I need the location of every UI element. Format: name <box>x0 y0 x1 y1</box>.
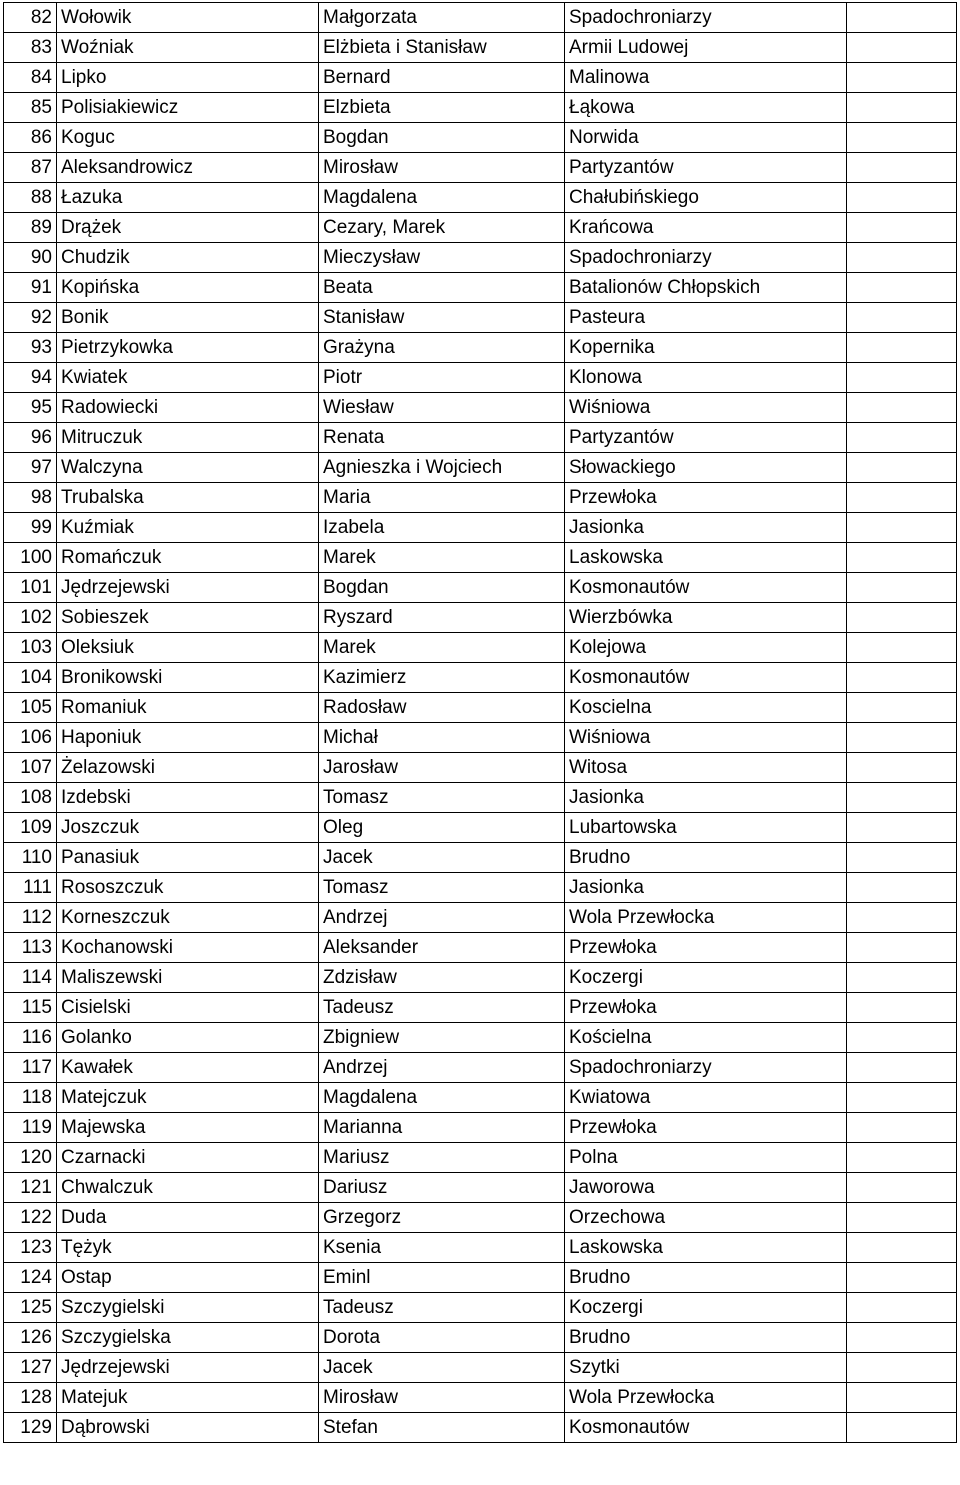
row-number-cell: 112 <box>4 903 57 933</box>
row-number-cell: 86 <box>4 123 57 153</box>
street-cell: Spadochroniarzy <box>565 1053 847 1083</box>
first-name-cell: Tomasz <box>319 783 565 813</box>
surname-cell: Tężyk <box>57 1233 319 1263</box>
row-number-cell: 96 <box>4 423 57 453</box>
table-row <box>4 903 957 933</box>
empty-cell <box>847 663 957 693</box>
surname-cell: Romańczuk <box>57 543 319 573</box>
empty-cell <box>847 1263 957 1293</box>
row-number-cell: 97 <box>4 453 57 483</box>
street-cell: Koscielna <box>565 693 847 723</box>
first-name-cell: Radosław <box>319 693 565 723</box>
first-name-cell: Dorota <box>319 1323 565 1353</box>
street-cell: Wierzbówka <box>565 603 847 633</box>
street-cell: Jasionka <box>565 873 847 903</box>
first-name-cell: Izabela <box>319 513 565 543</box>
first-name-cell: Marek <box>319 543 565 573</box>
row-number-cell: 125 <box>4 1293 57 1323</box>
first-name-cell: Stefan <box>319 1413 565 1443</box>
street-cell: Przewłoka <box>565 933 847 963</box>
row-number-cell: 127 <box>4 1353 57 1383</box>
row-number-cell: 118 <box>4 1083 57 1113</box>
surname-cell: Kopińska <box>57 273 319 303</box>
empty-cell <box>847 63 957 93</box>
table-row <box>4 1083 957 1113</box>
row-number-cell: 109 <box>4 813 57 843</box>
surname-cell: Wołowik <box>57 3 319 33</box>
empty-cell <box>847 33 957 63</box>
street-cell: Orzechowa <box>565 1203 847 1233</box>
surname-cell: Koguc <box>57 123 319 153</box>
row-number-cell: 92 <box>4 303 57 333</box>
surname-cell: Chudzik <box>57 243 319 273</box>
surname-cell: Kwiatek <box>57 363 319 393</box>
street-cell: Lubartowska <box>565 813 847 843</box>
surname-cell: Czarnacki <box>57 1143 319 1173</box>
street-cell: Wiśniowa <box>565 723 847 753</box>
row-number-cell: 105 <box>4 693 57 723</box>
surname-cell: Bonik <box>57 303 319 333</box>
empty-cell <box>847 1413 957 1443</box>
street-cell: Kopernika <box>565 333 847 363</box>
table-row <box>4 663 957 693</box>
street-cell: Jaworowa <box>565 1173 847 1203</box>
table-row <box>4 1353 957 1383</box>
street-cell: Brudno <box>565 1323 847 1353</box>
table-row <box>4 813 957 843</box>
empty-cell <box>847 963 957 993</box>
table-row <box>4 933 957 963</box>
first-name-cell: Stanisław <box>319 303 565 333</box>
street-cell: Kosmonautów <box>565 1413 847 1443</box>
street-cell: Chałubińskiego <box>565 183 847 213</box>
table-row <box>4 243 957 273</box>
surname-cell: Lipko <box>57 63 319 93</box>
empty-cell <box>847 363 957 393</box>
empty-cell <box>847 1083 957 1113</box>
surname-cell: Jędrzejewski <box>57 1353 319 1383</box>
first-name-cell: Agnieszka i Wojciech <box>319 453 565 483</box>
empty-cell <box>847 843 957 873</box>
street-cell: Kwiatowa <box>565 1083 847 1113</box>
residents-table-body <box>4 3 957 1443</box>
table-row <box>4 1023 957 1053</box>
street-cell: Spadochroniarzy <box>565 3 847 33</box>
street-cell: Malinowa <box>565 63 847 93</box>
first-name-cell: Piotr <box>319 363 565 393</box>
street-cell: Laskowska <box>565 543 847 573</box>
table-row <box>4 963 957 993</box>
surname-cell: Matejczuk <box>57 1083 319 1113</box>
row-number-cell: 107 <box>4 753 57 783</box>
table-row <box>4 393 957 423</box>
street-cell: Słowackiego <box>565 453 847 483</box>
first-name-cell: Mariusz <box>319 1143 565 1173</box>
row-number-cell: 113 <box>4 933 57 963</box>
surname-cell: Drążek <box>57 213 319 243</box>
empty-cell <box>847 1053 957 1083</box>
street-cell: Partyzantów <box>565 423 847 453</box>
first-name-cell: Jacek <box>319 1353 565 1383</box>
table-row <box>4 183 957 213</box>
empty-cell <box>847 783 957 813</box>
empty-cell <box>847 213 957 243</box>
empty-cell <box>847 453 957 483</box>
empty-cell <box>847 1233 957 1263</box>
street-cell: Pasteura <box>565 303 847 333</box>
surname-cell: Kochanowski <box>57 933 319 963</box>
surname-cell: Szczygielski <box>57 1293 319 1323</box>
street-cell: Jasionka <box>565 783 847 813</box>
empty-cell <box>847 723 957 753</box>
first-name-cell: Zbigniew <box>319 1023 565 1053</box>
surname-cell: Rososzczuk <box>57 873 319 903</box>
table-row <box>4 873 957 903</box>
first-name-cell: Aleksander <box>319 933 565 963</box>
first-name-cell: Beata <box>319 273 565 303</box>
row-number-cell: 82 <box>4 3 57 33</box>
first-name-cell: Andrzej <box>319 903 565 933</box>
street-cell: Kolejowa <box>565 633 847 663</box>
street-cell: Krańcowa <box>565 213 847 243</box>
first-name-cell: Mirosław <box>319 1383 565 1413</box>
row-number-cell: 102 <box>4 603 57 633</box>
surname-cell: Trubalska <box>57 483 319 513</box>
empty-cell <box>847 303 957 333</box>
street-cell: Przewłoka <box>565 993 847 1023</box>
table-row <box>4 423 957 453</box>
street-cell: Wiśniowa <box>565 393 847 423</box>
table-row <box>4 1293 957 1323</box>
first-name-cell: Renata <box>319 423 565 453</box>
first-name-cell: Magdalena <box>319 1083 565 1113</box>
table-row <box>4 123 957 153</box>
row-number-cell: 84 <box>4 63 57 93</box>
row-number-cell: 119 <box>4 1113 57 1143</box>
row-number-cell: 120 <box>4 1143 57 1173</box>
surname-cell: Golanko <box>57 1023 319 1053</box>
row-number-cell: 99 <box>4 513 57 543</box>
row-number-cell: 121 <box>4 1173 57 1203</box>
row-number-cell: 93 <box>4 333 57 363</box>
street-cell: Kosmonautów <box>565 573 847 603</box>
table-row <box>4 1263 957 1293</box>
first-name-cell: Ryszard <box>319 603 565 633</box>
table-row <box>4 723 957 753</box>
first-name-cell: Mirosław <box>319 153 565 183</box>
first-name-cell: Elżbieta i Stanisław <box>319 33 565 63</box>
surname-cell: Bronikowski <box>57 663 319 693</box>
empty-cell <box>847 1113 957 1143</box>
row-number-cell: 106 <box>4 723 57 753</box>
surname-cell: Cisielski <box>57 993 319 1023</box>
row-number-cell: 122 <box>4 1203 57 1233</box>
row-number-cell: 129 <box>4 1413 57 1443</box>
table-row <box>4 573 957 603</box>
table-row <box>4 1413 957 1443</box>
empty-cell <box>847 1143 957 1173</box>
first-name-cell: Elzbieta <box>319 93 565 123</box>
table-row <box>4 483 957 513</box>
first-name-cell: Oleg <box>319 813 565 843</box>
first-name-cell: Bernard <box>319 63 565 93</box>
first-name-cell: Andrzej <box>319 1053 565 1083</box>
street-cell: Koczergi <box>565 963 847 993</box>
table-row <box>4 993 957 1023</box>
table-row <box>4 543 957 573</box>
street-cell: Przewłoka <box>565 1113 847 1143</box>
street-cell: Łąkowa <box>565 93 847 123</box>
street-cell: Kosmonautów <box>565 663 847 693</box>
empty-cell <box>847 123 957 153</box>
empty-cell <box>847 183 957 213</box>
surname-cell: Radowiecki <box>57 393 319 423</box>
surname-cell: Dąbrowski <box>57 1413 319 1443</box>
street-cell: Norwida <box>565 123 847 153</box>
surname-cell: Maliszewski <box>57 963 319 993</box>
row-number-cell: 110 <box>4 843 57 873</box>
empty-cell <box>847 1203 957 1233</box>
table-row <box>4 693 957 723</box>
table-row <box>4 513 957 543</box>
empty-cell <box>847 1323 957 1353</box>
empty-cell <box>847 993 957 1023</box>
row-number-cell: 88 <box>4 183 57 213</box>
table-row <box>4 633 957 663</box>
table-row <box>4 1143 957 1173</box>
row-number-cell: 124 <box>4 1263 57 1293</box>
surname-cell: Ostap <box>57 1263 319 1293</box>
surname-cell: Łazuka <box>57 183 319 213</box>
street-cell: Przewłoka <box>565 483 847 513</box>
street-cell: Batalionów Chłopskich <box>565 273 847 303</box>
empty-cell <box>847 543 957 573</box>
empty-cell <box>847 573 957 603</box>
table-row <box>4 753 957 783</box>
surname-cell: Korneszczuk <box>57 903 319 933</box>
street-cell: Kościelna <box>565 1023 847 1053</box>
first-name-cell: Dariusz <box>319 1173 565 1203</box>
first-name-cell: Tadeusz <box>319 1293 565 1323</box>
street-cell: Wola Przewłocka <box>565 903 847 933</box>
table-row <box>4 843 957 873</box>
first-name-cell: Tadeusz <box>319 993 565 1023</box>
surname-cell: Aleksandrowicz <box>57 153 319 183</box>
first-name-cell: Grzegorz <box>319 1203 565 1233</box>
row-number-cell: 114 <box>4 963 57 993</box>
first-name-cell: Marek <box>319 633 565 663</box>
surname-cell: Kawałek <box>57 1053 319 1083</box>
row-number-cell: 111 <box>4 873 57 903</box>
street-cell: Jasionka <box>565 513 847 543</box>
table-row <box>4 3 957 33</box>
empty-cell <box>847 1383 957 1413</box>
empty-cell <box>847 273 957 303</box>
row-number-cell: 117 <box>4 1053 57 1083</box>
street-cell: Brudno <box>565 843 847 873</box>
row-number-cell: 123 <box>4 1233 57 1263</box>
row-number-cell: 104 <box>4 663 57 693</box>
table-row <box>4 1323 957 1353</box>
row-number-cell: 126 <box>4 1323 57 1353</box>
surname-cell: Sobieszek <box>57 603 319 633</box>
row-number-cell: 91 <box>4 273 57 303</box>
surname-cell: Polisiakiewicz <box>57 93 319 123</box>
table-row <box>4 33 957 63</box>
row-number-cell: 103 <box>4 633 57 663</box>
surname-cell: Romaniuk <box>57 693 319 723</box>
empty-cell <box>847 423 957 453</box>
street-cell: Koczergi <box>565 1293 847 1323</box>
table-row <box>4 1203 957 1233</box>
row-number-cell: 90 <box>4 243 57 273</box>
first-name-cell: Cezary, Marek <box>319 213 565 243</box>
empty-cell <box>847 333 957 363</box>
surname-cell: Jędrzejewski <box>57 573 319 603</box>
street-cell: Partyzantów <box>565 153 847 183</box>
first-name-cell: Bogdan <box>319 123 565 153</box>
surname-cell: Szczygielska <box>57 1323 319 1353</box>
table-row <box>4 153 957 183</box>
street-cell: Armii Ludowej <box>565 33 847 63</box>
street-cell: Wola Przewłocka <box>565 1383 847 1413</box>
table-row <box>4 1113 957 1143</box>
surname-cell: Joszczuk <box>57 813 319 843</box>
first-name-cell: Jarosław <box>319 753 565 783</box>
row-number-cell: 85 <box>4 93 57 123</box>
surname-cell: Kuźmiak <box>57 513 319 543</box>
surname-cell: Chwalczuk <box>57 1173 319 1203</box>
table-row <box>4 1233 957 1263</box>
row-number-cell: 94 <box>4 363 57 393</box>
table-row <box>4 213 957 243</box>
street-cell: Spadochroniarzy <box>565 243 847 273</box>
first-name-cell: Małgorzata <box>319 3 565 33</box>
residents-table <box>3 2 957 1443</box>
first-name-cell: Magdalena <box>319 183 565 213</box>
surname-cell: Walczyna <box>57 453 319 483</box>
surname-cell: Panasiuk <box>57 843 319 873</box>
first-name-cell: Wiesław <box>319 393 565 423</box>
surname-cell: Haponiuk <box>57 723 319 753</box>
table-row <box>4 93 957 123</box>
first-name-cell: Maria <box>319 483 565 513</box>
table-row <box>4 63 957 93</box>
row-number-cell: 115 <box>4 993 57 1023</box>
first-name-cell: Kazimierz <box>319 663 565 693</box>
empty-cell <box>847 933 957 963</box>
surname-cell: Majewska <box>57 1113 319 1143</box>
row-number-cell: 101 <box>4 573 57 603</box>
surname-cell: Żelazowski <box>57 753 319 783</box>
surname-cell: Matejuk <box>57 1383 319 1413</box>
surname-cell: Mitruczuk <box>57 423 319 453</box>
row-number-cell: 128 <box>4 1383 57 1413</box>
empty-cell <box>847 903 957 933</box>
empty-cell <box>847 633 957 663</box>
surname-cell: Pietrzykowka <box>57 333 319 363</box>
empty-cell <box>847 513 957 543</box>
row-number-cell: 89 <box>4 213 57 243</box>
first-name-cell: Jacek <box>319 843 565 873</box>
row-number-cell: 98 <box>4 483 57 513</box>
table-row <box>4 333 957 363</box>
empty-cell <box>847 603 957 633</box>
empty-cell <box>847 1173 957 1203</box>
street-cell: Klonowa <box>565 363 847 393</box>
empty-cell <box>847 243 957 273</box>
table-row <box>4 1053 957 1083</box>
table-row <box>4 453 957 483</box>
row-number-cell: 87 <box>4 153 57 183</box>
first-name-cell: Grażyna <box>319 333 565 363</box>
first-name-cell: Michał <box>319 723 565 753</box>
empty-cell <box>847 693 957 723</box>
row-number-cell: 100 <box>4 543 57 573</box>
street-cell: Polna <box>565 1143 847 1173</box>
street-cell: Laskowska <box>565 1233 847 1263</box>
empty-cell <box>847 1353 957 1383</box>
first-name-cell: Ksenia <box>319 1233 565 1263</box>
table-row <box>4 783 957 813</box>
surname-cell: Oleksiuk <box>57 633 319 663</box>
empty-cell <box>847 873 957 903</box>
street-cell: Witosa <box>565 753 847 783</box>
empty-cell <box>847 393 957 423</box>
table-row <box>4 303 957 333</box>
empty-cell <box>847 153 957 183</box>
first-name-cell: Bogdan <box>319 573 565 603</box>
table-row <box>4 1173 957 1203</box>
first-name-cell: Marianna <box>319 1113 565 1143</box>
row-number-cell: 95 <box>4 393 57 423</box>
empty-cell <box>847 753 957 783</box>
first-name-cell: Tomasz <box>319 873 565 903</box>
surname-cell: Woźniak <box>57 33 319 63</box>
first-name-cell: Mieczysław <box>319 243 565 273</box>
empty-cell <box>847 3 957 33</box>
table-row <box>4 603 957 633</box>
street-cell: Szytki <box>565 1353 847 1383</box>
row-number-cell: 108 <box>4 783 57 813</box>
first-name-cell: Eminl <box>319 1263 565 1293</box>
empty-cell <box>847 483 957 513</box>
surname-cell: Izdebski <box>57 783 319 813</box>
empty-cell <box>847 1293 957 1323</box>
table-row <box>4 1383 957 1413</box>
surname-cell: Duda <box>57 1203 319 1233</box>
street-cell: Brudno <box>565 1263 847 1293</box>
row-number-cell: 116 <box>4 1023 57 1053</box>
empty-cell <box>847 1023 957 1053</box>
row-number-cell: 83 <box>4 33 57 63</box>
table-row <box>4 363 957 393</box>
first-name-cell: Zdzisław <box>319 963 565 993</box>
empty-cell <box>847 93 957 123</box>
table-row <box>4 273 957 303</box>
empty-cell <box>847 813 957 843</box>
